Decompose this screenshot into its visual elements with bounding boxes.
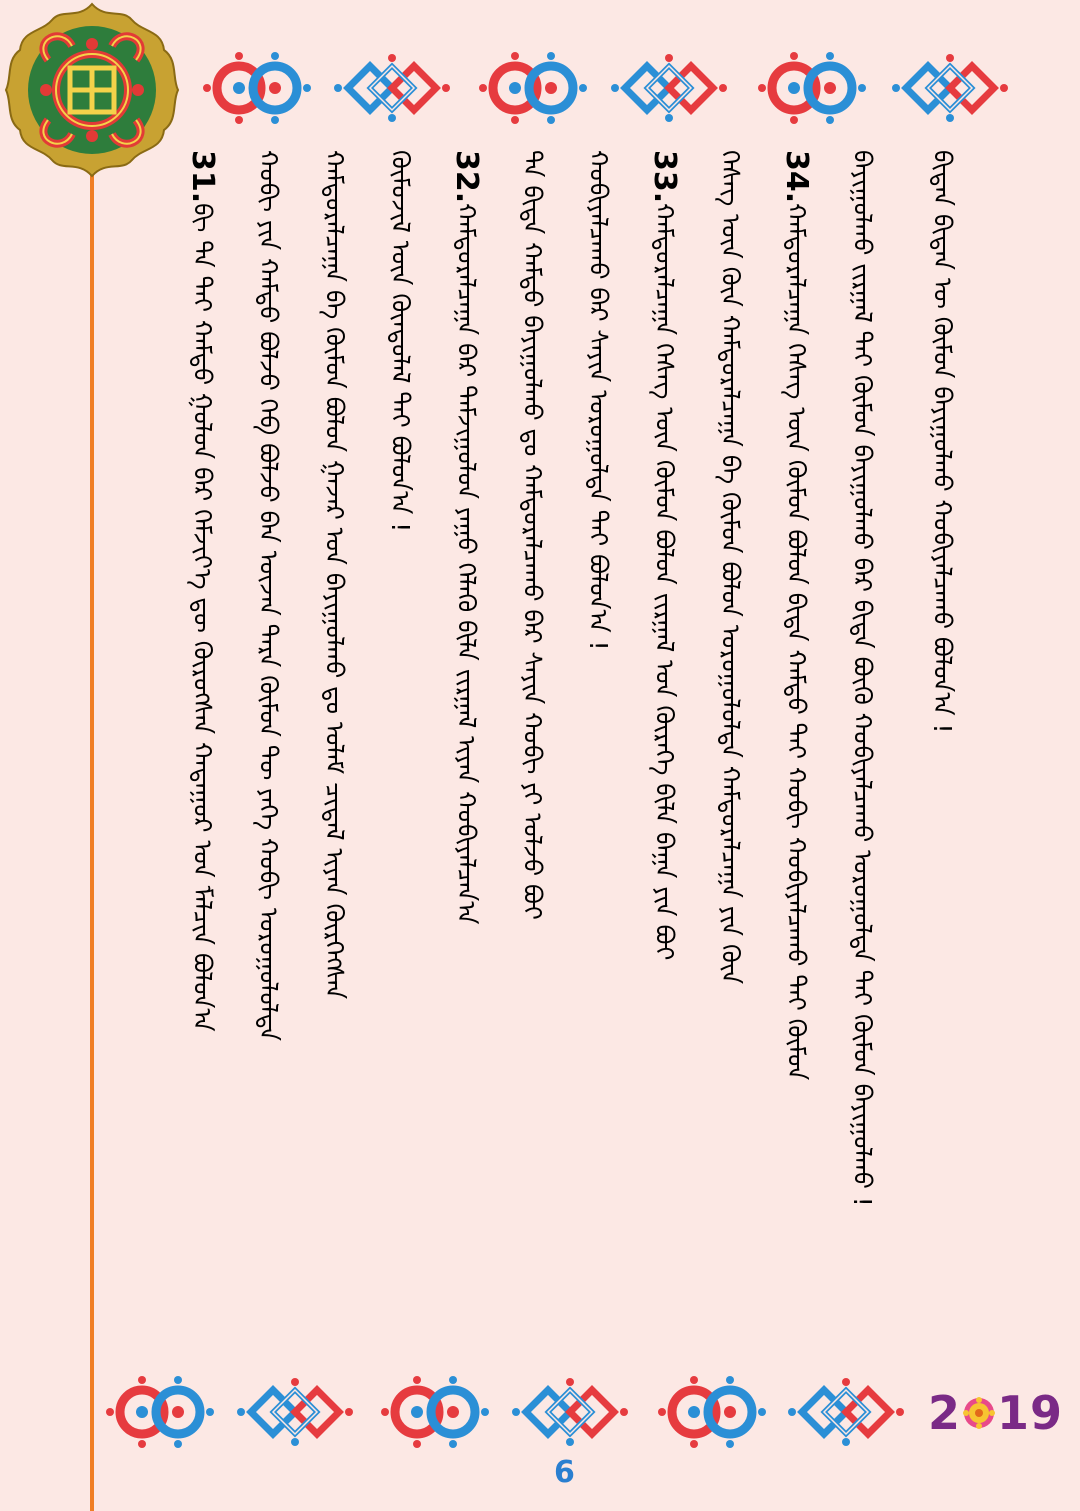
column-text: ᠬᠤᠪᠢ ᠶᠢᠨ ᠬᠠᠮᠲᠤ ᠪᠣᠯᠵᠤ ᠬᠡᠪ ᠪᠣᠯᠵᠤ ᠪᠡᠨ ᠦᠵᠡᠨ ᠲᠡᠷᠡ ᠬᠦᠮᠦᠨ ᠲᠦ ᠶᠡᠬᠡ ᠬᠤᠪᠢ ᠤᠷᠤᠭᠤᠯᠤᠯᠲᠠ [254, 150, 283, 1042]
text-column [920, 150, 964, 1365]
year-digits: 19 [997, 1386, 1064, 1440]
text-column [576, 150, 620, 1365]
text-column [840, 150, 884, 1365]
knot-ornament-icon [892, 54, 1008, 122]
text-column [378, 150, 422, 1365]
knot-ornament-icon [611, 54, 727, 122]
item-number: 33. [647, 150, 682, 204]
rings-ornament-icon [203, 52, 311, 124]
knot-ornament-icon [237, 1378, 353, 1446]
page-number: 6 [554, 1455, 575, 1490]
flower-icon [962, 1396, 996, 1430]
rings-ornament-icon [658, 1376, 766, 1448]
year-digit: 2 [928, 1386, 962, 1440]
rings-ornament-icon [381, 1376, 489, 1448]
text-area [180, 150, 1000, 1365]
knot-ornament-icon [512, 1378, 628, 1446]
rings-ornament-icon [106, 1376, 214, 1448]
column-text: ᠬᠠᠮᠲᠤᠷᠠᠯᠴᠠᠭᠠ ᠬᠡᠰᠡᠭ ᠦᠨ ᠬᠦᠮᠦᠨ ᠪᠣᠯᠤᠨ ᠪᠢᠳᠡ ᠬᠠᠮᠲᠤ ᠲᠠᠢ ᠬᠤᠪᠢ ᠬᠤᠪᠢᠶᠠᠯᠴᠠᠬᠤ ᠲᠠᠢ ᠬᠦᠮᠦᠨ [782, 203, 811, 1081]
text-column [312, 150, 356, 1365]
item-number: 31. [185, 150, 220, 204]
item-number: 32. [449, 150, 484, 204]
text-column [180, 150, 224, 1365]
text-column [444, 150, 488, 1365]
column-text: ᠬᠦᠮᠦᠵᠢᠯ ᠦᠨ ᠬᠦᠨᠳᠦᠯᠡᠯ ᠲᠡᠢ ᠪᠣᠯᠣᠨ᠎ᠠ ! [386, 150, 415, 533]
column-text: ᠬᠠᠮᠲᠤᠷᠠᠯᠴᠠᠭᠠ ᠪᠠ ᠬᠦᠮᠦᠨ ᠪᠣᠯᠤᠨ ᠭᠠᠵᠠᠷ ᠤᠨ ᠪᠠᠶᠢᠭᠤᠯᠬᠤ ᠳᠤ ᠤᠯᠠᠮ ᠴᠢᠳᠠᠯ ᠢᠶᠡᠨ ᠬᠦᠷᠭᠡᠭᠰᠡᠨ [320, 150, 349, 1000]
column-text: ᠬᠠᠮᠲᠤᠷᠠᠯᠴᠠᠭᠠ ᠪᠠᠷ ᠳᠠᠮᠵᠢᠭᠤᠯᠤᠨ ᠶᠠᠭᠤ ᠬᠡᠯᠡᠬᠦ ᠪᠢᠯᠡ ᠵᠢᠷᠭᠠᠯ ᠢᠶᠡᠨ ᠬᠤᠪᠢᠶᠠᠯᠴᠠᠨ᠎ᠠ [452, 203, 481, 925]
text-column [510, 150, 554, 1365]
column-text: ᠪᠢ ᠲᠠ ᠲᠠᠢ ᠬᠠᠮᠲᠤ ᠭᠤᠯᠤᠨ ᠪᠠᠷ ᠬᠡᠮᠵᠢᠶ᠎ᠡ ᠳᠦ ᠬᠦᠷᠦᠭᠰᠡᠨ ᠬᠠᠳᠠᠭᠤᠷ ᠤᠨ ᠮᠠᠯᠴᠢᠨ ᠪᠤᠯᠤᠨ᠎ᠠ [188, 203, 217, 1032]
text-column [774, 150, 818, 1365]
column-text: ᠬᠠᠮᠲᠤᠷᠠᠯᠴᠠᠭᠠ ᠬᠡᠰᠡᠭ ᠦᠨ ᠬᠦᠮᠦᠨ ᠪᠣᠯᠤᠨ ᠵᠢᠷᠭᠠᠯ ᠤᠨ ᠬᠦᠷᠡᠭᠡ ᠪᠢᠯᠡ ᠪᠠᠭᠠ ᠶᠢᠨ ᠪᠤᠢ [650, 203, 679, 961]
rings-ornament-icon [758, 52, 866, 124]
text-column [642, 150, 686, 1365]
column-text: ᠪᠢᠳᠡᠨ ᠪᠢᠳᠡᠨ ᠦ ᠬᠦᠮᠦᠨ ᠪᠠᠶᠢᠭᠤᠯᠬᠤ ᠬᠤᠪᠢᠶᠠᠯᠴᠠᠬᠤ ᠪᠣᠯᠣᠨ᠎ᠠ ! [928, 150, 957, 734]
rings-ornament-icon [479, 52, 587, 124]
column-text: ᠬᠤᠪᠢᠶᠠᠯᠴᠠᠬᠤ ᠪᠠᠷ ᠰᠠᠶᠢᠨ ᠤᠷᠤᠭᠤᠯᠲᠠ ᠲᠠᠶ ᠪᠣᠯᠣᠨ᠎ᠠ ! [584, 150, 613, 651]
text-column [246, 150, 290, 1365]
item-number: 34. [779, 150, 814, 204]
knot-ornament-icon [788, 1378, 904, 1446]
year-label [928, 1386, 1063, 1440]
column-text: ᠬᠡᠰᠡᠭ ᠦᠨ ᠬᠦᠨ ᠬᠠᠮᠲᠤᠷᠠᠯᠴᠠᠭᠠ ᠪᠠ ᠬᠦᠮᠦᠨ ᠪᠣᠯᠤᠨ ᠤᠷᠤᠭᠤᠯᠤᠯᠲᠠ ᠬᠠᠮᠲᠤᠷᠠᠯᠴᠠᠭᠠ ᠶᠢᠨ ᠬᠦᠨ [716, 150, 745, 985]
column-text: ᠲᠠ ᠪᠢᠳᠡ ᠬᠠᠮᠲᠤ ᠪᠠᠶᠢᠭᠤᠯᠬᠤ ᠳᠤ ᠬᠠᠮᠲᠤᠷᠠᠯᠴᠠᠬᠤ ᠪᠠᠷ ᠰᠠᠶᠢᠨ ᠬᠤᠪᠢ ᠶᠢ ᠣᠯᠵᠤ ᠪᠤᠢ [518, 150, 547, 920]
text-column [708, 150, 752, 1365]
column-text: ᠪᠠᠶᠢᠭᠤᠯᠬᠤ ᠵᠢᠷᠭᠠᠯ ᠲᠠᠢ ᠬᠦᠮᠦᠨ ᠪᠠᠶᠢᠭᠤᠯᠬᠤ ᠪᠠᠷ ᠪᠢᠳᠡ ᠪᠦᠬᠦ ᠬᠤᠪᠢᠶᠠᠯᠴᠠᠬᠤ ᠤᠷᠤᠭᠤᠯᠲᠠ ᠲᠠᠢ ᠬᠦᠮᠦᠨ ᠪᠠᠶᠢᠭᠤᠯᠬᠤ ! [848, 150, 877, 1207]
knot-ornament-icon [334, 54, 450, 122]
